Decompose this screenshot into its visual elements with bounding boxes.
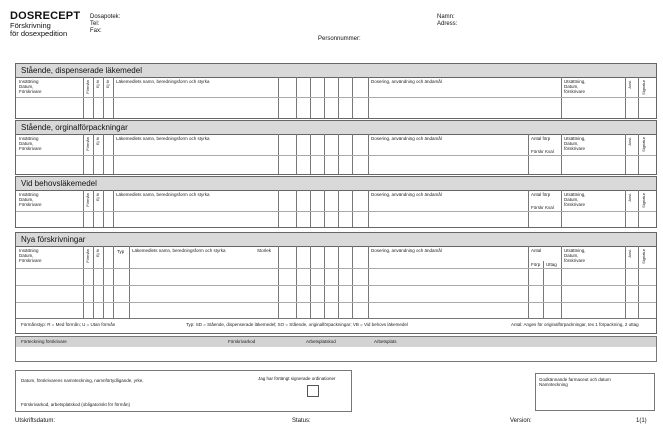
signature-jag-har-label: Jag har förtängt signerade ordinationer xyxy=(258,376,336,381)
footer-status: Status: xyxy=(292,418,311,424)
section-header xyxy=(16,233,656,247)
prescriber-row[interactable] xyxy=(15,347,657,362)
tel-label: Tel: xyxy=(90,21,100,27)
col-utsattning: Utsättning, Datum, förskrivare xyxy=(564,192,586,207)
col-typ: Typ xyxy=(117,249,125,254)
col-formaner: Förmån xyxy=(85,80,90,94)
col-signatur: Signatur xyxy=(641,193,646,208)
col-avsl: Avsl. xyxy=(627,193,632,202)
col-lakemedel: Läkemedlets namn, beredningsform och styrka xyxy=(116,136,210,141)
signature-datum-label: Datum, förskrivarens namnteckning, namnförtydligande, yrke, xyxy=(21,378,144,383)
col-dosering: Dosering, användning och ändamål xyxy=(371,192,442,197)
col-antal: Antal xyxy=(531,248,542,253)
form-subtitle-1: Förskrivning xyxy=(10,21,51,30)
legend-typ: Typ: SD = Stående, dispenserade läkemedel; SO = Stående, originalförpackningar; VB = Vid behovs läkemedel xyxy=(186,322,408,327)
pharmacist-label: Godkännande farmaceut och datum xyxy=(539,377,611,382)
col-uttag: Uttag xyxy=(546,262,557,267)
col-tillstand: Ej fö xyxy=(95,137,100,146)
footer-utskriftsdatum: Utskriftsdatum: xyxy=(15,418,56,424)
adress-label: Adress: xyxy=(437,21,458,27)
col-forskr: Förskr Kval xyxy=(531,205,554,210)
legend-formanstyp: Förmånstyp: R = Med förmån; U = Utan förmån xyxy=(21,322,116,327)
col-lakemedel: Läkemedlets namn, beredningsform och styrka xyxy=(132,248,226,253)
signature-box[interactable] xyxy=(15,370,352,412)
arbetsplatskod-label: Arbetsplatskod xyxy=(306,339,336,344)
section-header xyxy=(16,64,656,78)
footer-version: Version: xyxy=(510,418,532,424)
col-signatur: Signatur xyxy=(641,249,646,264)
col-lakemedel: Läkemedlets namn, beredningsform och styrka xyxy=(116,192,210,197)
col-utsattning: Utsättning, Datum, förskrivare xyxy=(564,248,586,263)
signed-checkbox[interactable] xyxy=(307,385,319,397)
col-formaner: Förmån xyxy=(85,137,90,151)
section-title: Stående, orginalförpackningar xyxy=(21,123,128,132)
section-vid-behov xyxy=(15,176,657,228)
section-title: Nya förskrivningar xyxy=(21,235,86,244)
namn-label: Namn: xyxy=(437,14,455,20)
form-title: DOSRECEPT xyxy=(10,10,81,22)
col-utsattning: Utsättning, Datum, förskrivare xyxy=(564,79,586,94)
col-avsl: Avsl. xyxy=(627,249,632,258)
col-lakemedel: Läkemedlets namn, beredningsform och styrka xyxy=(116,79,210,84)
dosapotek-label: Dosapotek: xyxy=(90,14,121,20)
col-dosering: Dosering, användning och ändamål xyxy=(371,136,442,141)
footer-page-number: 1(1) xyxy=(636,418,647,424)
col-dosering: Dosering, användning och ändamål xyxy=(371,248,442,253)
col-dosering: Dosering, användning och ändamål xyxy=(371,79,442,84)
col-antal: Antal förp xyxy=(531,136,551,141)
col-storlek: Storlek xyxy=(257,248,272,253)
pharmacist-sign-label: Namnteckning xyxy=(539,382,568,387)
col-utsattning: Utsättning, Datum, förskrivare xyxy=(564,136,586,151)
col-formaner: Förmån xyxy=(85,193,90,207)
col-avsl: Avsl. xyxy=(627,80,632,89)
form-subtitle-2: för dosexpedition xyxy=(10,29,68,38)
col-antal: Antal förp xyxy=(531,192,551,197)
col-tillstand: Ej fö xyxy=(95,80,100,89)
col-forskr: Förskr Kval xyxy=(531,149,554,154)
forskrivare-label: Förteckning förskrivare xyxy=(21,339,67,344)
col-signatur: Signatur xyxy=(641,80,646,95)
signature-forskrivarkod-label: Förskrivarkod, arbetsplatskod (obligatoriskt för förmån) xyxy=(21,402,131,407)
section-staende-dispenserade xyxy=(15,63,657,119)
col-insattning: Insättning Datum, Förskrivare xyxy=(19,79,42,94)
section-nya-forskrivningar xyxy=(15,232,657,334)
section-staende-original xyxy=(15,120,657,175)
arbetsplats-label: Arbetsplats xyxy=(374,339,397,344)
forskrivarkod-label: Förskrivarkod xyxy=(228,339,256,344)
section-title: Vid behovsläkemedel xyxy=(21,179,97,188)
col-avsl: Avsl. xyxy=(627,137,632,146)
legend-antal: Antal: Anges för originalförpackningar, tex 1 förpackning, 2 uttag xyxy=(511,322,639,327)
section-title: Stående, dispenserade läkemedel xyxy=(21,66,142,75)
col-tillstand: Ej fö xyxy=(95,193,100,202)
personnummer-label: Personnummer: xyxy=(318,36,361,42)
col-insattning: Insättning Datum, Förskrivare xyxy=(19,136,42,151)
col-signatur: Signatur xyxy=(641,137,646,152)
pharmacist-box[interactable] xyxy=(535,373,655,411)
col-insattning: Insättning Datum, Förskrivare xyxy=(19,192,42,207)
col-insattning: Insättning Datum, Förskrivare xyxy=(19,248,42,263)
section-header xyxy=(16,121,656,135)
fax-label: Fax: xyxy=(90,28,102,34)
col-tillstand: Ej fö xyxy=(95,249,100,258)
col-forp: Förp xyxy=(531,262,541,267)
section-header xyxy=(16,177,656,191)
col-formaner: Förmån xyxy=(85,249,90,263)
col-tillstand-2: Ej fö xyxy=(105,80,110,89)
